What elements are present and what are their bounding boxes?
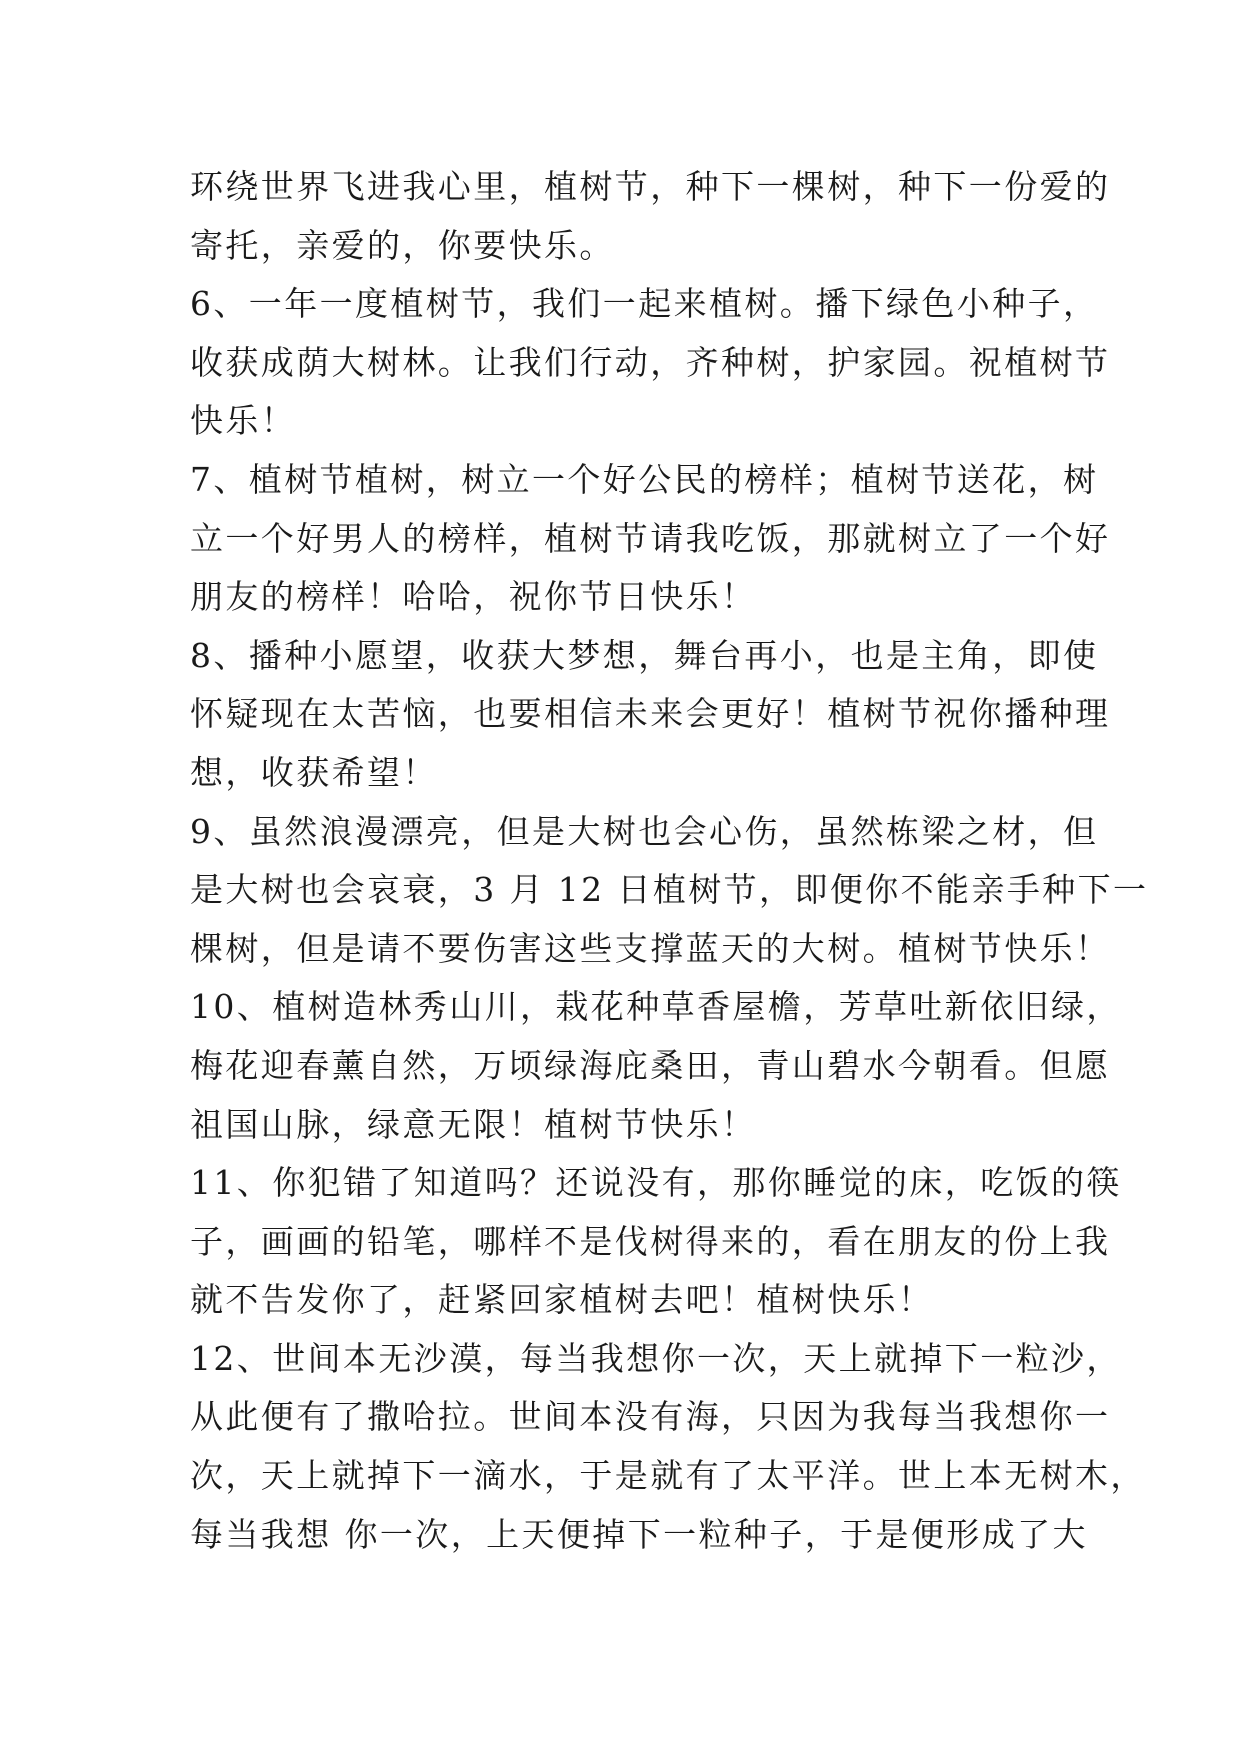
text-line: 是大树也会哀衰，3 月 12 日植树节，即便你不能亲手种下一 <box>190 870 1149 910</box>
text-line: 棵树，但是请不要伤害这些支撑蓝天的大树。植树节快乐！ <box>190 928 1111 968</box>
text-line: 8、播种小愿望，收获大梦想，舞台再小，也是主角，即使 <box>190 635 1099 675</box>
text-line: 7、植树节植树，树立一个好公民的榜样；植树节送花，树 <box>190 459 1099 499</box>
text-line: 寄托，亲爱的，你要快乐。 <box>190 225 615 265</box>
body-text <box>190 158 1149 1564</box>
text-line: 12、世间本无沙漠，每当我想你一次，天上就掉下一粒沙， <box>190 1338 1122 1378</box>
text-line: 就不告发你了，赶紧回家植树去吧！植树快乐！ <box>190 1280 934 1320</box>
text-line: 祖国山脉，绿意无限！植树节快乐！ <box>190 1104 757 1144</box>
text-line: 怀疑现在太苦恼，也要相信未来会更好！植树节祝你播种理 <box>190 694 1111 734</box>
text-line: 11、你犯错了知道吗？还说没有，那你睡觉的床，吃饭的筷 <box>190 1163 1122 1203</box>
text-line: 从此便有了撒哈拉。世间本没有海，只因为我每当我想你一 <box>190 1397 1111 1437</box>
text-line: 想，收获希望！ <box>190 752 438 792</box>
text-line: 每当我想 你一次，上天便掉下一粒种子，于是便形成了大 <box>190 1514 1088 1554</box>
text-line: 子，画画的铅笔，哪样不是伐树得来的，看在朋友的份上我 <box>190 1221 1111 1261</box>
text-line: 10、植树造林秀山川，栽花种草香屋檐，芳草吐新依旧绿， <box>190 987 1122 1027</box>
text-line: 梅花迎春薰自然，万顷绿海庇桑田，青山碧水今朝看。但愿 <box>190 1045 1111 1085</box>
text-line: 收获成荫大树林。让我们行动，齐种树，护家园。祝植树节 <box>190 342 1111 382</box>
text-line: 6、一年一度植树节，我们一起来植树。播下绿色小种子， <box>190 284 1099 324</box>
text-line: 朋友的榜样！哈哈，祝你节日快乐！ <box>190 577 757 617</box>
text-line: 快乐！ <box>190 401 297 441</box>
text-line: 环绕世界飞进我心里，植树节，种下一棵树，种下一份爱的 <box>190 167 1111 206</box>
text-line: 9、虽然浪漫漂亮，但是大树也会心伤，虽然栋梁之材，但 <box>190 811 1099 851</box>
text-line: 次，天上就掉下一滴水，于是就有了太平洋。世上本无树木， <box>190 1456 1146 1496</box>
text-line: 立一个好男人的榜样，植树节请我吃饭，那就树立了一个好 <box>190 518 1111 558</box>
